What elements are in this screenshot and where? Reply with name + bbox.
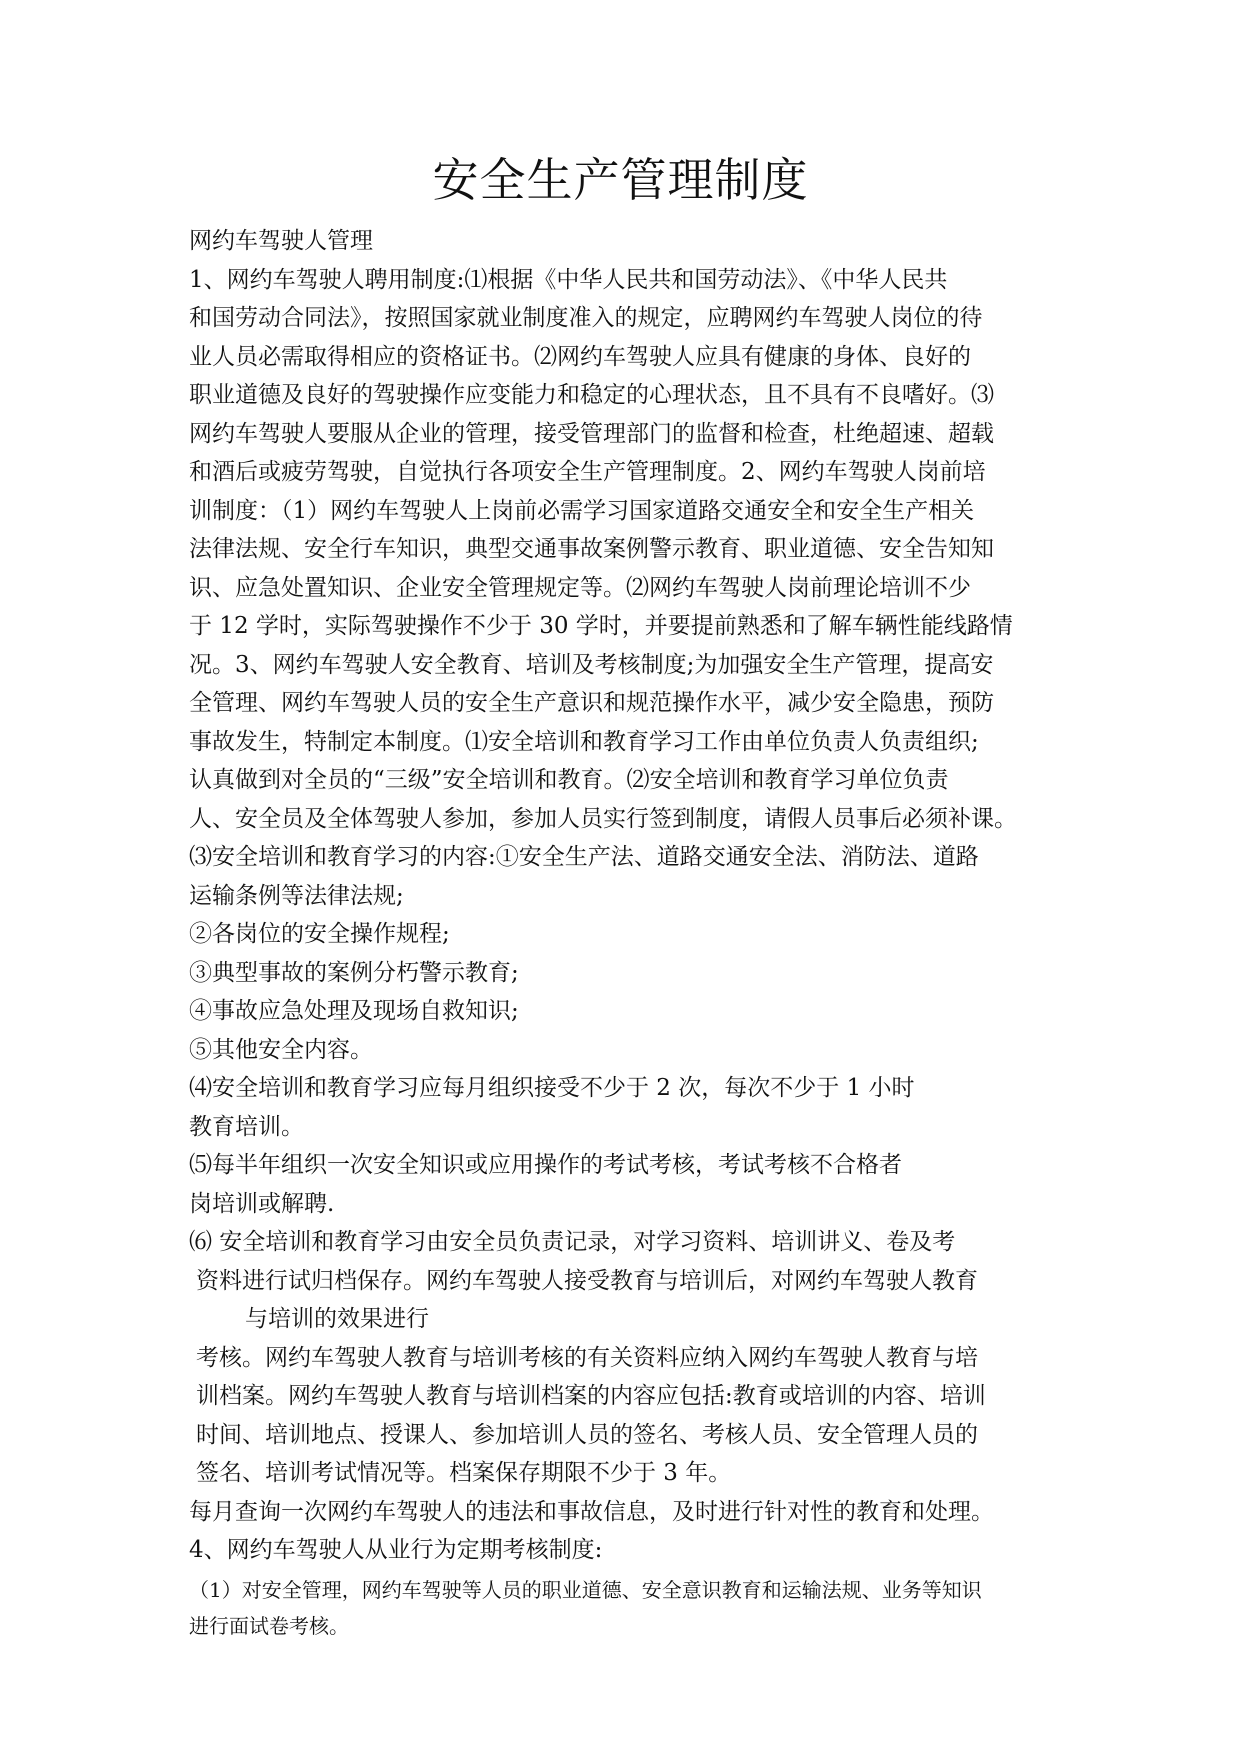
text-line: 1、网约车驾驶人聘用制度:⑴根据《中华人民共和国劳动法》、《中华人民共 [189, 267, 948, 293]
text-line: ⑶安全培训和教育学习的内容:①安全生产法、道路交通安全法、消防法、道路 [189, 844, 979, 870]
text-line: 资料进行试归档保存。网约车驾驶人接受教育与培训后，对网约车驾驶人教育 [196, 1268, 978, 1294]
text-line: ⑸每半年组织一次安全知识或应用操作的考试考核，考试考核不合格者 [189, 1152, 902, 1178]
text-line: 教育培训。 [189, 1114, 304, 1140]
text-line: 于 12 学时，实际驾驶操作不少于 30 学时，并要提前熟悉和了解车辆性能线路情 [189, 613, 1013, 639]
text-line: 签名、培训考试情况等。档案保存期限不少于 3 年。 [196, 1460, 732, 1486]
list-item: ④事故应急处理及现场自救知识; [189, 998, 519, 1024]
text-line: 岗培训或解聘. [189, 1191, 335, 1217]
text-line: 训档案。网约车驾驶人教育与培训档案的内容应包括:教育或培训的内容、培训 [196, 1383, 986, 1409]
text-line: 运输条例等法律法规; [189, 883, 404, 909]
text-line: 和酒后或疲劳驾驶，自觉执行各项安全生产管理制度。2、网约车驾驶人岗前培 [189, 459, 986, 485]
list-item: ③典型事故的案例分朽警示教育; [189, 960, 519, 986]
list-item: ⑤其他安全内容。 [189, 1037, 373, 1063]
text-line: 认真做到对全员的“三级”安全培训和教育。⑵安全培训和教育学习单位负责 [189, 767, 949, 793]
list-item: ②各岗位的安全操作规程; [189, 921, 450, 947]
text-line: 考核。网约车驾驶人教育与培训考核的有关资料应纳入网约车驾驶人教育与培 [196, 1345, 978, 1371]
text-line: 训制度：（1）网约车驾驶人上岗前必需学习国家道路交通安全和安全生产相关 [189, 498, 975, 524]
section-heading: 网约车驾驶人管理 [189, 228, 373, 254]
text-line: ⑹ 安全培训和教育学习由安全员负责记录，对学习资料、培训讲义、卷及考 [189, 1229, 956, 1255]
text-line: 网约车驾驶人要服从企业的管理，接受管理部门的监督和检查，杜绝超速、超载 [189, 421, 994, 447]
text-line: 况。3、网约车驾驶人安全教育、培训及考核制度;为加强安全生产管理，提高安 [189, 652, 994, 678]
text-line: 职业道德及良好的驾驶操作应变能力和稳定的心理状态，且不具有不良嗜好。⑶ [189, 382, 994, 408]
document-title: 安全生产管理制度 [432, 153, 809, 207]
text-line: ⑷安全培训和教育学习应每月组织接受不少于 2 次，每次不少于 1 小时 [189, 1075, 915, 1101]
text-line: 识、应急处置知识、企业安全管理规定等。⑵网约车驾驶人岗前理论培训不少 [189, 575, 971, 601]
section-heading: 4、网约车驾驶人从业行为定期考核制度: [189, 1537, 603, 1563]
text-line: 业人员必需取得相应的资格证书。⑵网约车驾驶人应具有健康的身体、良好的 [189, 344, 971, 370]
text-line: 全管理、网约车驾驶人员的安全生产意识和规范操作水平，减少安全隐患，预防 [189, 690, 994, 716]
text-line: （1）对安全管理，网约车驾驶等人员的职业道德、安全意识教育和运输法规、业务等知识 [189, 1578, 982, 1602]
text-line: 人、安全员及全体驾驶人参加，参加人员实行签到制度，请假人员事后必须补课。 [189, 806, 1017, 832]
text-line: 每月查询一次网约车驾驶人的违法和事故信息，及时进行针对性的教育和处理。 [189, 1499, 994, 1525]
text-line: 进行面试卷考核。 [189, 1614, 349, 1638]
text-line: 事故发生，特制定本制度。⑴安全培训和教育学习工作由单位负责人负责组织; [189, 729, 979, 755]
text-line: 时间、培训地点、授课人、参加培训人员的签名、考核人员、安全管理人员的 [196, 1422, 978, 1448]
text-line: 法律法规、安全行车知识，典型交通事故案例警示教育、职业道德、安全告知知 [189, 536, 994, 562]
text-line: 和国劳动合同法》，按照国家就业制度准入的规定，应聘网约车驾驶人岗位的待 [189, 305, 983, 331]
text-line: 与培训的效果进行 [245, 1306, 429, 1332]
